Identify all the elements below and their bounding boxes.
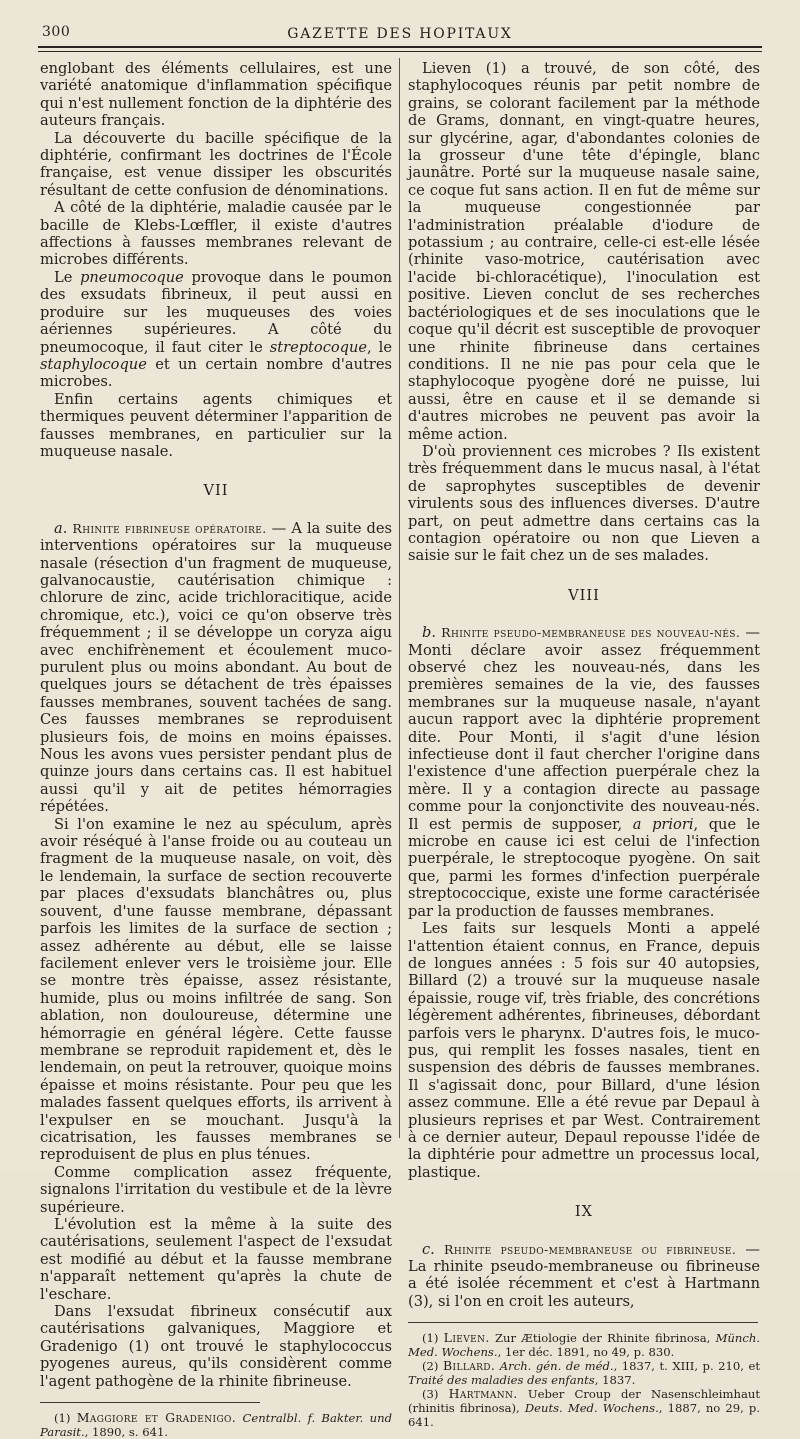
paragraph: D'où proviennent ces microbes ? Ils existent très fréquemment dans le mucus nasal, à l'état de saprophytes susceptibles de devenir virulents sous des influences diverses. D'autre part, on peut admettre dans certains cas la contagion opératoire ou non que Lieven a saisie sur le fait chez un de ses malades.	[408, 442, 760, 565]
paragraph	[40, 520, 392, 816]
footnote-number: (1)	[54, 1411, 77, 1426]
footnote	[408, 1331, 760, 1359]
subsection-letter: b.	[422, 624, 436, 642]
text-span: — Monti déclare avoir assez fréquemment observé chez les nouveau-nés, dans les premières semaines de la vie, des fausses membranes sur la muqueuse nasale, n'ayant aucun rapport avec la diphtérie proprement dite. Pour Monti, il s'agit d'une lésion infectieuse dont il faut chercher l'origine dans l'existence d'une affection puerpérale chez la mère. Il y a contagion directe au passage comme pour la conjonctivite des nouveau-nés. Il est permis de supposer,	[408, 624, 761, 833]
right-column	[408, 60, 760, 1429]
footnote-journal: Deuts. Med. Wochens.	[524, 1401, 659, 1416]
footnote-rule	[408, 1322, 758, 1323]
header-rule	[38, 46, 762, 52]
section-heading-ix: IX	[574, 1203, 594, 1221]
subsection-letter: c.	[422, 1240, 435, 1258]
text-span: — A la suite des interventions opératoires sur la muqueuse nasale (résection d'un fragment de muqueuse, galvanocaustie, cautérisation chimique : chlorure de zinc, acide trichloracitique, acide chromique, etc.), voici ce qu'on observe très fréquemment ; il se développe un coryza aigu avec enchifrènement et écoulement muco-purulent plus ou moins abondant. Au bout de quelques jours se détachent de très épaisses fausses membranes, souvent tachées de sang. Ces fausses membranes se reproduisent plusieurs fois, de moins en moins épaisses. Nous les avons vues persister pendant plus de quinze jours dans certains cas. Il est habituel aussi qu'il y ait de petites hémorragies répétées.	[40, 519, 392, 816]
footnote-detail: , 1887, no 29, p. 641.	[408, 1401, 760, 1430]
subsection-heading: Rhinite pseudo-membraneuse des nouveau-nés.	[441, 625, 741, 641]
paragraph	[408, 624, 760, 920]
subsection-heading: Rhinite fibrineuse opératoire.	[72, 520, 267, 536]
text-span: et un certain nombre d'autres microbes.	[40, 355, 392, 391]
paragraph: Enfin certains agents chimiques et thermiques peuvent déterminer l'apparition de fausses membranes, en particulier sur la muqueuse nasale.	[40, 390, 392, 460]
footnote-rule	[40, 1402, 260, 1403]
italic-term: streptocoque	[269, 338, 368, 356]
footnote	[40, 1411, 392, 1439]
paragraph: A côté de la diphtérie, maladie causée par le bacille de Klebs-Lœffler, il existe d'autres affections à fausses membranes relevant de microbes différents.	[40, 199, 392, 269]
footnote-detail: , 1890, s. 641.	[84, 1425, 169, 1439]
column-divider	[399, 58, 400, 1138]
footnote-title: Traité des maladies des enfants	[408, 1373, 595, 1388]
paragraph: Comme complication assez fréquente, signalons l'irritation du vestibule et de la lèvre supérieure.	[40, 1163, 392, 1216]
footnote-author: Billard.	[442, 1358, 496, 1374]
paragraph: L'évolution est la même à la suite des cautérisations, seulement l'aspect de l'exsudat est modifié au début et la fausse membrane n'apparaît nettement qu'après la chute de l'eschare.	[40, 1216, 392, 1303]
page-header	[38, 22, 762, 46]
footnote-author: Maggiore et Gradenigo.	[76, 1410, 237, 1426]
subsection-heading: Rhinite pseudo-membraneuse ou fibrineuse.	[444, 1241, 737, 1257]
footnote	[408, 1359, 760, 1387]
subsection-letter: a.	[54, 519, 68, 537]
paragraph: englobant des éléments cellulaires, est une variété anatomique d'inflammation spécifique qui n'est nullement fonction de la diphtérie des auteurs français.	[40, 60, 392, 130]
italic-term: a priori	[632, 815, 694, 833]
footnote-detail: , 1837, t. XIII, p. 210, et	[613, 1359, 761, 1374]
section-heading-vii: VII	[203, 482, 229, 500]
footnote-number: (3)	[422, 1387, 449, 1402]
footnote-journal: Münch. Med. Wochens.	[408, 1331, 761, 1360]
footnote-journal: Arch. gén. de méd.	[495, 1359, 614, 1374]
text-span: , que le microbe en cause ici est celui de l'infection puerpérale, le streptocoque pyogène. On sait que, parmi les formes d'infection puerpérale streptococcique, existe une forme caractérisée par la production de fausses membranes.	[408, 815, 760, 920]
paragraph	[40, 269, 392, 391]
footnote-number: (1)	[422, 1331, 444, 1346]
footnote-detail: , 1er déc. 1891, no 49, p. 830.	[497, 1345, 675, 1360]
footnote-number: (2)	[422, 1359, 443, 1374]
text-span: Le	[54, 268, 81, 286]
italic-term: staphylocoque	[40, 355, 147, 373]
text-span: provoque dans le poumon des exsudats fibrineux, il peut aussi en produire sur les muqueuses des voies aériennes supérieures. A côté du pneumocoque, il faut citer le	[40, 268, 393, 356]
page-number: 300	[42, 24, 71, 40]
paragraph: Si l'on examine le nez au spéculum, après avoir réséqué à l'anse froide ou au couteau un fragment de la muqueuse nasale, on voit, dès le lendemain, la surface de section recouverte par places d'exsudats blanchâtres ou, plus souvent, d'une fausse membrane, dépassant parfois les limites de la surface de section ; assez adhérente au début, elle se laisse facilement enlever vers le troisième jour. Elle se montre très épaisse, assez résistante, humide, plus ou moins infiltrée de sang. Son ablation, non douloureuse, détermine une hémorragie en général légère. Cette fausse membrane se reproduit rapidement et, dès le lendemain, on peut la retrouver, quoique moins épaisse et moins résistante. Pour peu que les malades fassent quelques efforts, ils arrivent à l'expulser en se mouchant. Jusqu'à la cicatrisation, les fausses membranes se reproduisent de plus en plus ténues.	[40, 815, 392, 1164]
journal-title: GAZETTE DES HOPITAUX	[287, 26, 513, 42]
section-heading-viii: VIII	[568, 586, 600, 604]
paragraph: Dans l'exsudat fibrineux consécutif aux cautérisations galvaniques, Maggiore et Gradenigo (1) ont trouvé le staphylococcus pyogenes aureus, qu'ils considèrent comme l'agent pathogène de la rhinite fibrineuse.	[40, 1303, 392, 1390]
italic-term: pneumocoque	[80, 268, 184, 286]
footnote-detail: , 1837.	[594, 1373, 636, 1388]
footnote-journal: Centralbl. f. Bakter. und Parasit.	[40, 1411, 392, 1439]
text-span: , le	[367, 338, 392, 356]
paragraph	[408, 1241, 760, 1311]
left-column	[40, 60, 392, 1439]
footnote-title: Ueber Croup der Nasenschleimhaut (rhinitis fibrinosa),	[408, 1387, 760, 1416]
paragraph: Lieven (1) a trouvé, de son côté, des staphylocoques réunis par petit nombre de grains, se colorant facilement par la méthode de Grams, donnant, en vingt-quatre heures, sur glycérine, agar, d'abondantes colonies de la grosseur d'une tête d'épingle, blanc jaunâtre. Porté sur la muqueuse nasale saine, ce coque fut sans action. Il en fut de même sur la muqueuse congestionnée par l'administration préalable d'iodure de potassium ; au contraire, celle-ci est-elle lésée (rhinite vaso-motrice, cautérisation avec l'acide bi-chloracétique), l'inoculation est positive. Lieven conclut de ses recherches bactériologiques et de ses inoculations que le coque qu'il décrit est susceptible de provoquer une rhinite fibrineuse dans certaines conditions. Il ne nie pas pour cela que le staphylocoque pyogène doré ne puisse, lui aussi, être en cause et il se demande si d'autres microbes ne peuvent pas avoir la même action.	[408, 60, 760, 443]
footnote-author: Hartmann.	[448, 1386, 518, 1402]
paragraph: Les faits sur lesquels Monti a appelé l'attention étaient connus, en France, depuis de longues années : 5 fois sur 40 autopsies, Billard (2) a trouvé sur la muqueuse nasale épaissie, rouge vif, très friable, des concrétions légèrement adhérentes, fibrineuses, débordant parfois vers le pharynx. D'autres fois, le muco-pus, qui remplit les fosses nasales, tient en suspension des débris de fausses membranes. Il s'agissait donc, pour Billard, d'une lésion assez commune. Elle a été revue par Depaul à plusieurs reprises et par West. Contrairement à ce dernier auteur, Depaul repousse l'idée de la diphtérie pour admettre un processus local, plastique.	[408, 920, 760, 1181]
text-span: — La rhinite pseudo-membraneuse ou fibrineuse a été isolée récemment et c'est à Hartmann (3), si l'on en croit les auteurs,	[408, 1240, 761, 1310]
footnote-author: Lieven.	[443, 1330, 490, 1346]
footnote-title: Zur Ætiologie der Rhinite fibrinosa,	[489, 1331, 716, 1346]
paragraph: La découverte du bacille spécifique de la diphtérie, confirmant les doctrines de l'École française, est venue dissiper les obscurités résultant de cette confusion de dénominations.	[40, 129, 392, 199]
footnote	[408, 1387, 760, 1429]
